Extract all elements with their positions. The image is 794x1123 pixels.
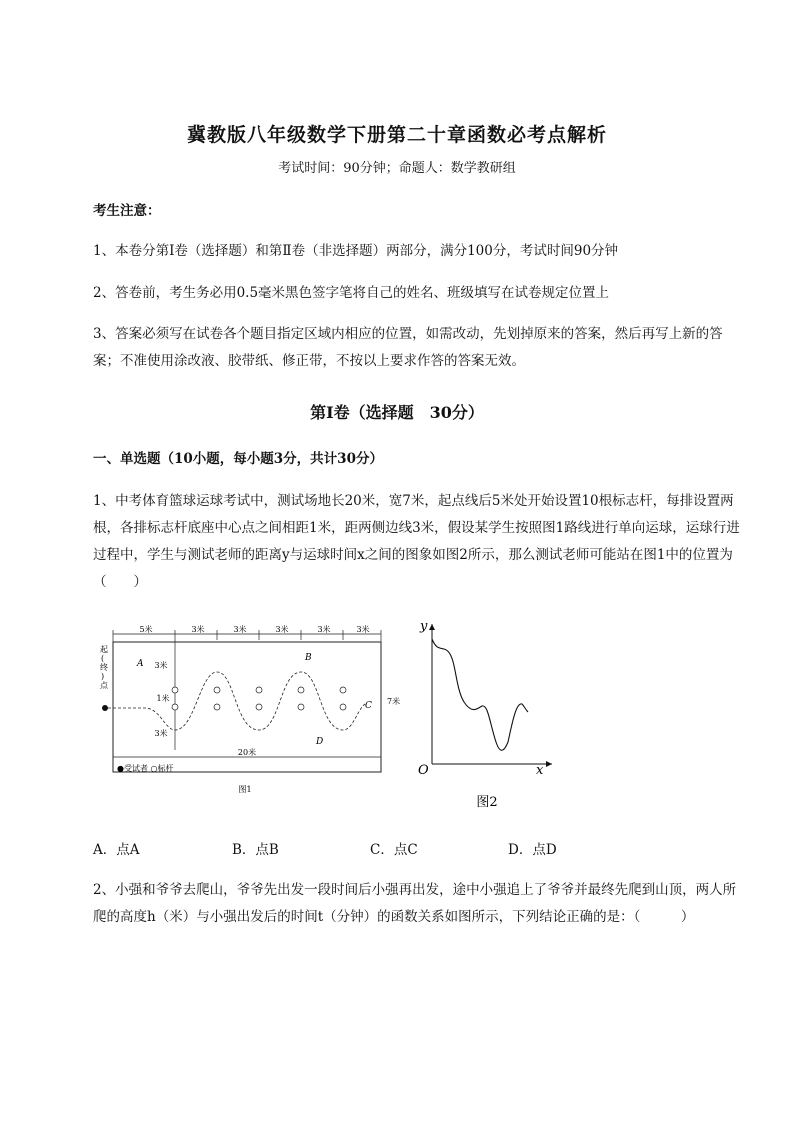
y-axis-label: y xyxy=(420,619,428,634)
dribble-path xyxy=(108,672,365,730)
figure-2-graph xyxy=(412,614,562,814)
dim-label: 3米 xyxy=(275,625,289,634)
pole-marker xyxy=(256,687,262,693)
x-axis-label: x xyxy=(536,763,544,778)
dim-label: 3米 xyxy=(191,625,205,634)
notice-item-1: 1、本卷分第Ⅰ卷（选择题）和第Ⅱ卷（非选择题）两部分，满分100分，考试时间90分钟 xyxy=(93,243,619,259)
distance-curve xyxy=(432,639,528,750)
pole-marker xyxy=(214,687,220,693)
start-label: 终 xyxy=(100,663,108,672)
start-label: ( xyxy=(101,654,105,663)
origin-label: O xyxy=(418,763,429,778)
page-title: 冀教版八年级数学下册第二十章函数必考点解析 xyxy=(186,124,607,146)
student-marker xyxy=(102,705,108,711)
dim-label: 3米 xyxy=(154,729,168,738)
dim-label: 3米 xyxy=(317,625,331,634)
pole-marker xyxy=(172,687,178,693)
option-b[interactable]: B．点B xyxy=(232,842,279,858)
dim-label: 20米 xyxy=(237,748,257,757)
dim-label: 3米 xyxy=(356,625,370,634)
dim-label: 5米 xyxy=(139,625,153,634)
legend: ●受试者 ○标杆 xyxy=(117,764,174,773)
dim-label: 3米 xyxy=(233,625,247,634)
notice-item-2: 2、答卷前，考生务必用0.5毫米黑色签字笔将自己的姓名、班级填写在试卷规定位置上 xyxy=(93,285,610,301)
figure-1-court-diagram xyxy=(95,620,401,805)
option-d[interactable]: D．点D xyxy=(508,842,557,858)
dim-label: 1米 xyxy=(156,694,170,703)
pole-marker xyxy=(214,704,220,710)
pole-marker xyxy=(298,687,304,693)
figure-1-caption: 图1 xyxy=(238,785,252,794)
question-1-text: 1、中考体育篮球运球考试中，测试场地长20米，宽7米，起点线后5米处开始设置10根标志杆，每排设置两根，各排标志杆底座中心点之间相距1米，距两侧边线3米，假设某学生按照图1路线进行单向运球，运球行进过程中，学生与测试老师的距离y与运球时间x之间的图象如图2所示，那么测试老师可能站在图1中的位置为（ ） xyxy=(93,493,740,590)
start-label: ) xyxy=(101,672,105,681)
notice-heading: 考生注意： xyxy=(93,203,161,219)
point-label-c: C xyxy=(365,701,372,711)
dim-label: 7米 xyxy=(387,697,401,706)
point-label-d: D xyxy=(316,737,324,747)
dim-label: 3米 xyxy=(154,661,168,670)
part-title: 一、单选题（10小题，每小题3分，共计30分） xyxy=(93,451,383,467)
pole-marker xyxy=(172,704,178,710)
pole-marker xyxy=(256,704,262,710)
option-c[interactable]: C．点C xyxy=(370,842,418,858)
option-a[interactable]: A．点A xyxy=(93,842,140,858)
figure-2-caption: 图2 xyxy=(476,795,498,810)
notice-item-3: 3、答案必须写在试卷各个题目指定区域内相应的位置，如需改动，先划掉原来的答案，然后再写上新的答案；不准使用涂改液、胶带纸、修正带，不按以上要求作答的答案无效。 xyxy=(93,326,723,369)
start-label: 点 xyxy=(100,681,108,690)
pole-marker xyxy=(298,704,304,710)
point-label-a: A xyxy=(137,659,144,669)
pole-marker xyxy=(340,687,346,693)
start-label: 起 xyxy=(100,645,108,654)
pole-marker xyxy=(340,704,346,710)
point-label-b: B xyxy=(305,653,312,663)
question-2-text: 2、小强和爷爷去爬山，爷爷先出发一段时间后小强再出发，途中小强追上了爷爷并最终先爬到山顶，两人所爬的高度h（米）与小强出发后的时间t（分钟）的函数关系如图所示，下列结论正确的是：（ ） xyxy=(93,882,737,925)
section-title: 第Ⅰ卷（选择题 30分） xyxy=(310,403,484,422)
exam-info: 考试时间：90分钟；命题人：数学教研组 xyxy=(278,161,516,176)
